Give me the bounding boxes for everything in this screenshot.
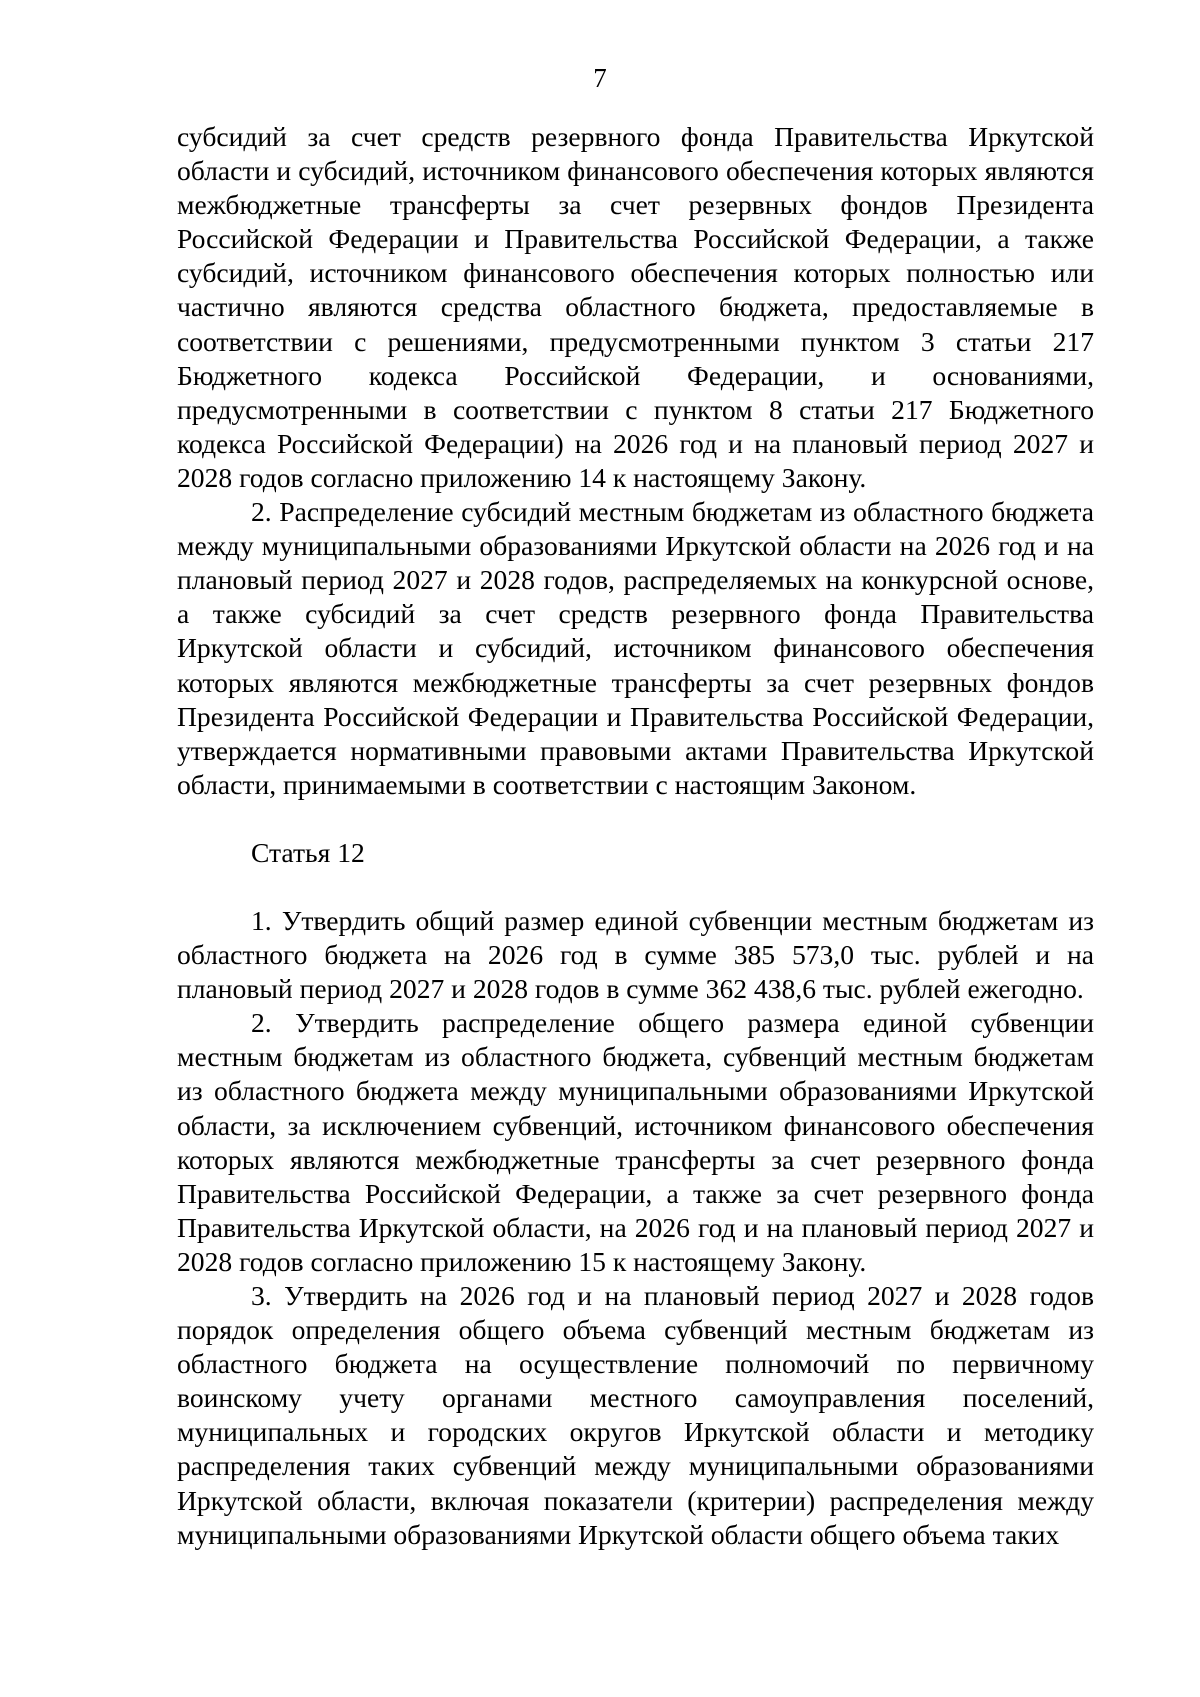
paragraph-article-12-item-1: 1. Утвердить общий размер единой субвенции местным бюджетам из областного бюджета на 2026 год в сумме 385 573,0 тыс. рублей и на плановый период 2027 и 2028 годов в сумме 362 438,6 тыс. рублей ежегодно. [177,904,1094,1005]
paragraph-article-12-item-3: 3. Утвердить на 2026 год и на плановый период 2027 и 2028 годов порядок определения общего объема субвенций местным бюджетам из областного бюджета на осуществление полномочий по первичному воинскому учету органами местного самоуправления поселений, муниципальных и городских округов Иркутской области и методику распределения таких субвенций между муниципальными образованиями Иркутской области, включая показатели (критерии) распределения между муниципальными образованиями Иркутской области общего объема таких [177,1280,1094,1550]
document-body [177,120,1094,1552]
paragraph-item-2: 2. Распределение субсидий местным бюджетам из областного бюджета между муниципальными образованиями Иркутской области на 2026 год и на плановый период 2027 и 2028 годов, распределяемых на конкурсной основе, а также субсидий за счет средств резервного фонда Правительства Иркутской области и субсидий, источником финансового обеспечения которых являются межбюджетные трансферты за счет резервных фондов Президента Российской Федерации и Правительства Российской Федерации, утверждается нормативными правовыми актами Правительства Иркутской области, принимаемыми в соответствии с настоящим Законом. [177,496,1094,800]
paragraph-continuation: субсидий за счет средств резервного фонда Правительства Иркутской области и субсидий, источником финансового обеспечения которых являются межбюджетные трансферты за счет резервных фондов Президента Российской Федерации и Правительства Российской Федерации, а также субсидий, источником финансового обеспечения которых полностью или частично являются средства областного бюджета, предоставляемые в соответствии с решениями, предусмотренными пунктом 3 статьи 217 Бюджетного кодекса Российской Федерации, и основаниями, предусмотренными в соответствии с пунктом 8 статьи 217 Бюджетного кодекса Российской Федерации) на 2026 год и на плановый период 2027 и 2028 годов согласно приложению 14 к настоящему Закону. [177,121,1094,493]
article-heading: Статья 12 [251,836,365,868]
page-number: 7 [593,63,607,93]
paragraph-article-12-item-2: 2. Утвердить распределение общего размера единой субвенции местным бюджетам из областного бюджета, субвенций местным бюджетам из областного бюджета между муниципальными образованиями Иркутской области, за исключением субвенций, источником финансового обеспечения которых являются межбюджетные трансферты за счет резервного фонда Правительства Российской Федерации, а также за счет резервного фонда Правительства Иркутской области, на 2026 год и на плановый период 2027 и 2028 годов согласно приложению 15 к настоящему Закону. [177,1007,1094,1277]
